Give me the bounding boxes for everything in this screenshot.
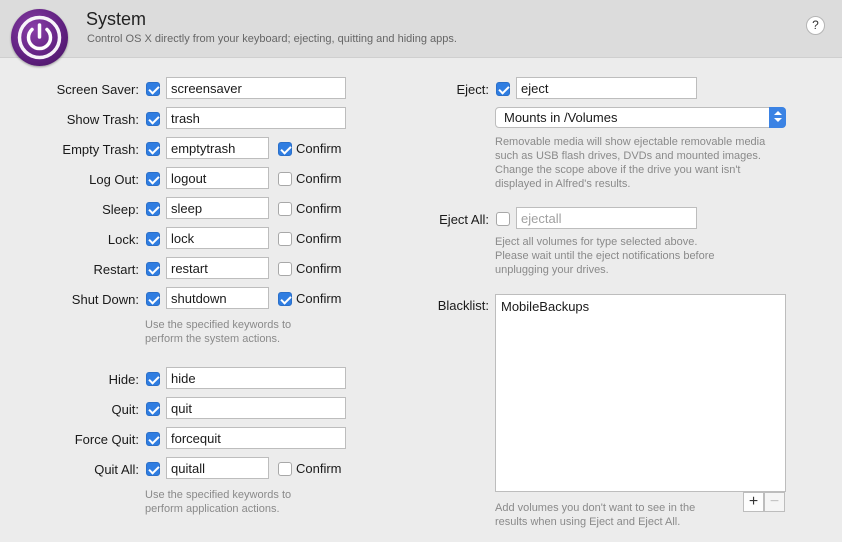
power-icon: [11, 9, 68, 66]
hide-label: Hide:: [108, 372, 139, 387]
header: [0, 0, 842, 58]
add-volume-button[interactable]: +: [743, 492, 764, 512]
force-quit-checkbox[interactable]: [146, 432, 160, 446]
empty-trash-label: Empty Trash:: [62, 142, 139, 157]
log-out-confirm-label: Confirm: [296, 171, 342, 186]
lock-confirm-label: Confirm: [296, 231, 342, 246]
lock-label: Lock:: [107, 232, 139, 247]
sleep-checkbox[interactable]: [146, 202, 160, 216]
quit-all-keyword-field[interactable]: quitall: [166, 457, 269, 479]
screen-saver-label: Screen Saver:: [56, 82, 139, 97]
blacklist-box[interactable]: [495, 294, 786, 492]
log-out-keyword-field[interactable]: logout: [166, 167, 269, 189]
eject-keyword-field[interactable]: eject: [516, 77, 697, 99]
list-item[interactable]: MobileBackups: [501, 299, 590, 314]
chevron-updown-icon: [769, 107, 786, 128]
empty-trash-confirm-checkbox[interactable]: [278, 142, 292, 156]
lock-confirm-checkbox[interactable]: [278, 232, 292, 246]
restart-confirm-label: Confirm: [296, 261, 342, 276]
eject-checkbox[interactable]: [496, 82, 510, 96]
sleep-confirm-label: Confirm: [296, 201, 342, 216]
lock-checkbox[interactable]: [146, 232, 160, 246]
eject-note: Removable media will show ejectable removable media such as USB flash drives, DVDs and mounted images. Change the scope above if the drive you want isn't displayed in Alfred's results.: [495, 136, 766, 190]
shut-down-confirm-checkbox[interactable]: [278, 292, 292, 306]
screen-saver-keyword-field[interactable]: screensaver: [166, 77, 346, 99]
blacklist-label: Blacklist:: [437, 298, 489, 313]
eject-all-keyword-field[interactable]: ejectall: [516, 207, 697, 229]
hide-keyword-field[interactable]: hide: [166, 367, 346, 389]
screen-saver-checkbox[interactable]: [146, 82, 160, 96]
log-out-checkbox[interactable]: [146, 172, 160, 186]
sleep-label: Sleep:: [102, 202, 139, 217]
shut-down-label: Shut Down:: [71, 292, 139, 307]
force-quit-keyword-field[interactable]: forcequit: [166, 427, 346, 449]
show-trash-label: Show Trash:: [66, 112, 139, 127]
restart-label: Restart:: [93, 262, 139, 277]
eject-all-note: Eject all volumes for type selected above. Please wait until the eject notifications before unplugging your drives.: [495, 236, 715, 276]
eject-all-label: Eject All:: [439, 212, 489, 227]
page-subtitle: Control OS X directly from your keyboard; ejecting, quitting and hiding apps.: [87, 33, 457, 45]
shut-down-checkbox[interactable]: [146, 292, 160, 306]
empty-trash-checkbox[interactable]: [146, 142, 160, 156]
eject-scope-select[interactable]: [495, 107, 786, 128]
empty-trash-confirm-label: Confirm: [296, 141, 342, 156]
quit-all-label: Quit All:: [94, 462, 139, 477]
eject-scope-value: Mounts in /Volumes: [504, 110, 618, 125]
quit-label: Quit:: [111, 402, 139, 417]
log-out-label: Log Out:: [89, 172, 139, 187]
app-actions-note: Use the specified keywords to perform application actions.: [145, 489, 292, 515]
help-icon[interactable]: ?: [806, 16, 825, 35]
eject-label: Eject:: [456, 82, 489, 97]
blacklist-note: Add volumes you don't want to see in the results when using Eject and Eject All.: [495, 502, 696, 528]
remove-volume-button[interactable]: −: [764, 492, 785, 512]
quit-keyword-field[interactable]: quit: [166, 397, 346, 419]
quit-checkbox[interactable]: [146, 402, 160, 416]
lock-keyword-field[interactable]: lock: [166, 227, 269, 249]
show-trash-keyword-field[interactable]: trash: [166, 107, 346, 129]
show-trash-checkbox[interactable]: [146, 112, 160, 126]
quit-all-confirm-label: Confirm: [296, 461, 342, 476]
sleep-keyword-field[interactable]: sleep: [166, 197, 269, 219]
shut-down-confirm-label: Confirm: [296, 291, 342, 306]
shut-down-keyword-field[interactable]: shutdown: [166, 287, 269, 309]
quit-all-confirm-checkbox[interactable]: [278, 462, 292, 476]
empty-trash-keyword-field[interactable]: emptytrash: [166, 137, 269, 159]
hide-checkbox[interactable]: [146, 372, 160, 386]
log-out-confirm-checkbox[interactable]: [278, 172, 292, 186]
page-title: System: [86, 9, 147, 29]
sleep-confirm-checkbox[interactable]: [278, 202, 292, 216]
restart-keyword-field[interactable]: restart: [166, 257, 269, 279]
force-quit-label: Force Quit:: [74, 432, 139, 447]
system-actions-note: Use the specified keywords to perform the system actions.: [145, 319, 292, 345]
restart-confirm-checkbox[interactable]: [278, 262, 292, 276]
quit-all-checkbox[interactable]: [146, 462, 160, 476]
restart-checkbox[interactable]: [146, 262, 160, 276]
eject-all-checkbox[interactable]: [496, 212, 510, 226]
